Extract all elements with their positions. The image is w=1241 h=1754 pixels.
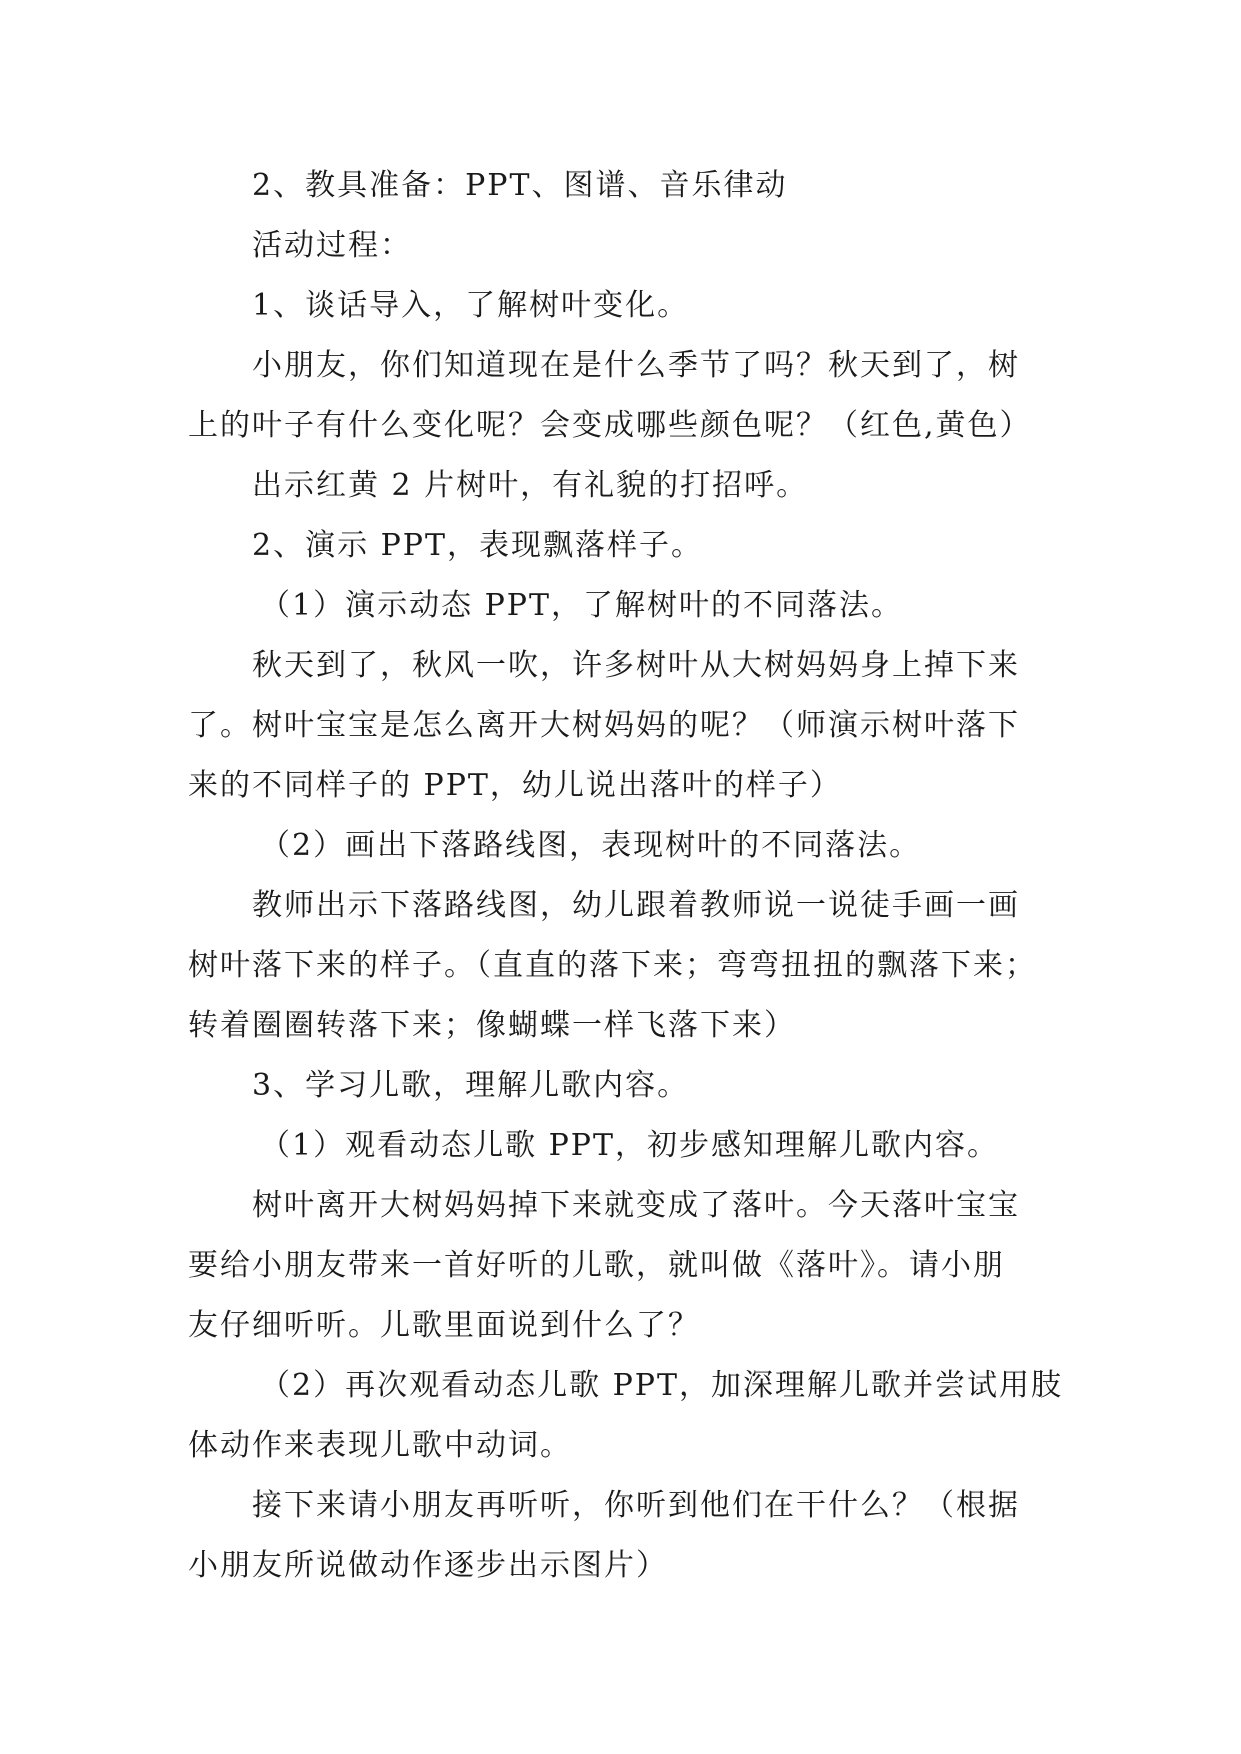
text-line: 出示红黄 2 片树叶，有礼貌的打招呼。 <box>252 468 809 503</box>
text-line: 树叶落下来的样子。（直直的落下来；弯弯扭扭的飘落下来； <box>188 948 1037 983</box>
text-line: 秋天到了，秋风一吹，许多树叶从大树妈妈身上掉下来 <box>252 648 1020 683</box>
text-line: 1、谈话导入，了解树叶变化。 <box>252 288 690 323</box>
text-line: 友仔细听听。儿歌里面说到什么了？ <box>188 1308 700 1343</box>
text-line: 了。树叶宝宝是怎么离开大树妈妈的呢？（师演示树叶落下 <box>188 708 1020 743</box>
text-line: 3、学习儿歌，理解儿歌内容。 <box>252 1068 690 1103</box>
text-line: 小朋友，你们知道现在是什么季节了吗？秋天到了，树 <box>252 348 1020 383</box>
text-line: （1）观看动态儿歌 PPT，初步感知理解儿歌内容。 <box>260 1128 1000 1163</box>
text-line: 小朋友所说做动作逐步出示图片） <box>188 1548 668 1583</box>
text-line: （2）再次观看动态儿歌 PPT，加深理解儿歌并尝试用肢 <box>260 1368 1064 1403</box>
text-line: 上的叶子有什么变化呢？会变成哪些颜色呢？（红色,黄色） <box>188 408 1032 443</box>
text-line: 转着圈圈转落下来；像蝴蝶一样飞落下来） <box>188 1008 796 1043</box>
text-line: 体动作来表现儿歌中动词。 <box>188 1428 572 1463</box>
text-line: 2、教具准备：PPT、图谱、音乐律动 <box>252 168 788 203</box>
text-line: （1）演示动态 PPT，了解树叶的不同落法。 <box>260 588 904 623</box>
text-line: 2、演示 PPT，表现飘落样子。 <box>252 528 704 563</box>
text-line: 要给小朋友带来一首好听的儿歌，就叫做《落叶》。请小朋 <box>188 1248 1005 1283</box>
document-body <box>188 156 1068 1596</box>
text-line: 活动过程： <box>252 228 412 263</box>
text-line: 来的不同样子的 PPT，幼儿说出落叶的样子） <box>188 768 842 803</box>
text-line: （2）画出下落路线图，表现树叶的不同落法。 <box>260 828 922 863</box>
text-line: 接下来请小朋友再听听，你听到他们在干什么？（根据 <box>252 1488 1020 1523</box>
text-line: 树叶离开大树妈妈掉下来就变成了落叶。今天落叶宝宝 <box>252 1188 1020 1223</box>
text-line: 教师出示下落路线图，幼儿跟着教师说一说徒手画一画 <box>252 888 1020 923</box>
